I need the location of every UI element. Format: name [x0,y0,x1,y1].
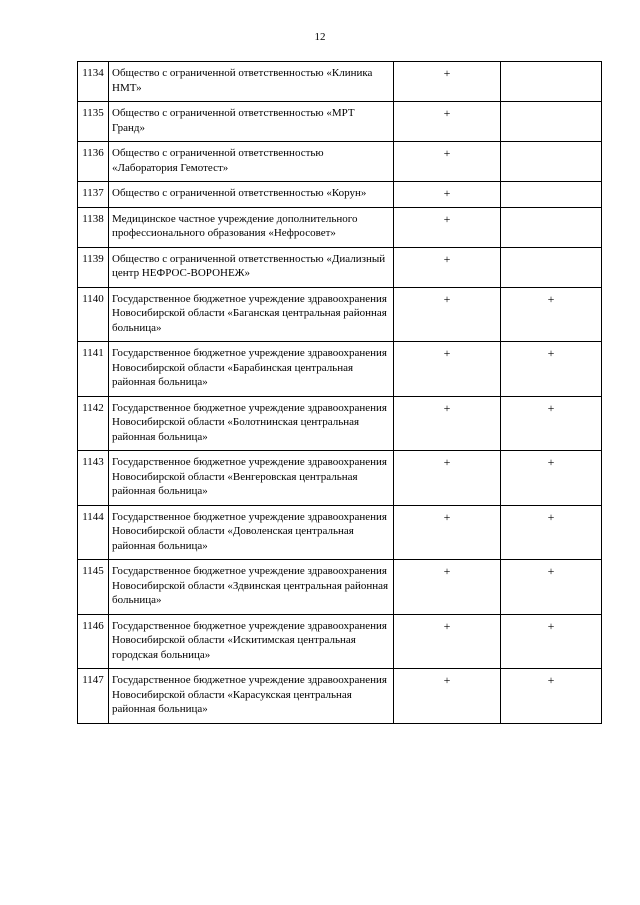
table-row [78,207,602,247]
registry-table [77,61,602,724]
table-row [78,142,602,182]
row-number: 1135 [78,102,109,142]
mark-col-4: + [501,669,602,724]
organization-name: Государственное бюджетное учреждение здравоохранения Новосибирской области «Здвинская центральная районная больница» [109,560,394,615]
organization-name: Государственное бюджетное учреждение здравоохранения Новосибирской области «Болотнинская центральная районная больница» [109,396,394,451]
mark-col-4 [501,62,602,102]
row-number: 1138 [78,207,109,247]
row-number: 1142 [78,396,109,451]
row-number: 1139 [78,247,109,287]
mark-col-3: + [394,62,501,102]
mark-col-4: + [501,287,602,342]
mark-col-3: + [394,342,501,397]
row-number: 1141 [78,342,109,397]
organization-name: Государственное бюджетное учреждение здравоохранения Новосибирской области «Доволенская центральная районная больница» [109,505,394,560]
organization-name: Государственное бюджетное учреждение здравоохранения Новосибирской области «Венгеровская центральная районная больница» [109,451,394,506]
organization-name: Государственное бюджетное учреждение здравоохранения Новосибирской области «Баганская центральная районная больница» [109,287,394,342]
mark-col-3: + [394,142,501,182]
mark-col-4: + [501,505,602,560]
registry-table-body [78,62,602,724]
page-number: 12 [314,31,326,43]
row-number: 1146 [78,614,109,669]
mark-col-4 [501,247,602,287]
mark-col-3: + [394,182,501,208]
organization-name: Общество с ограниченной ответственностью «Диализный центр НЕФРОС-ВОРОНЕЖ» [109,247,394,287]
organization-name: Общество с ограниченной ответственностью «Клиника НМТ» [109,62,394,102]
row-number: 1134 [78,62,109,102]
mark-col-4: + [501,560,602,615]
organization-name: Общество с ограниченной ответственностью «Лаборатория Гемотест» [109,142,394,182]
table-row [78,62,602,102]
mark-col-4: + [501,614,602,669]
mark-col-4 [501,102,602,142]
row-number: 1145 [78,560,109,615]
table-row [78,247,602,287]
table-row [78,342,602,397]
mark-col-4: + [501,396,602,451]
organization-name: Общество с ограниченной ответственностью «Корун» [109,182,394,208]
table-row [78,505,602,560]
mark-col-3: + [394,614,501,669]
row-number: 1144 [78,505,109,560]
mark-col-3: + [394,669,501,724]
mark-col-3: + [394,560,501,615]
mark-col-3: + [394,396,501,451]
row-number: 1147 [78,669,109,724]
mark-col-4: + [501,342,602,397]
table-row [78,102,602,142]
mark-col-3: + [394,505,501,560]
mark-col-3: + [394,102,501,142]
row-number: 1143 [78,451,109,506]
mark-col-3: + [394,451,501,506]
organization-name: Медицинское частное учреждение дополнительного профессионального образования «Нефросовет» [109,207,394,247]
organization-name: Общество с ограниченной ответственностью «МРТ Гранд» [109,102,394,142]
organization-name: Государственное бюджетное учреждение здравоохранения Новосибирской области «Барабинская центральная районная больница» [109,342,394,397]
mark-col-4: + [501,451,602,506]
table-row [78,396,602,451]
row-number: 1140 [78,287,109,342]
mark-col-3: + [394,247,501,287]
table-row [78,560,602,615]
table-row [78,614,602,669]
row-number: 1137 [78,182,109,208]
mark-col-4 [501,182,602,208]
mark-col-4 [501,207,602,247]
table-row [78,287,602,342]
mark-col-3: + [394,287,501,342]
mark-col-4 [501,142,602,182]
mark-col-3: + [394,207,501,247]
row-number: 1136 [78,142,109,182]
organization-name: Государственное бюджетное учреждение здравоохранения Новосибирской области «Искитимская центральная городская больница» [109,614,394,669]
table-row [78,182,602,208]
table-row [78,451,602,506]
table-row [78,669,602,724]
organization-name: Государственное бюджетное учреждение здравоохранения Новосибирской области «Карасукская центральная районная больница» [109,669,394,724]
